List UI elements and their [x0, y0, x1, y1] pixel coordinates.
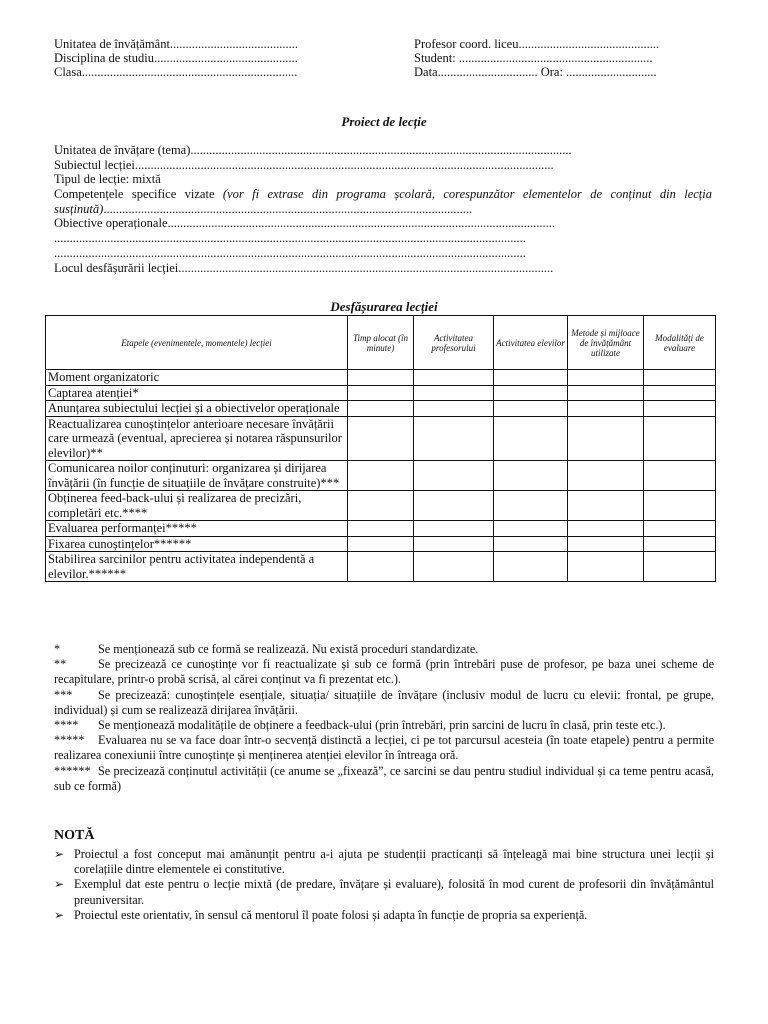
- stage-cell: Evaluarea performanței*****: [46, 521, 348, 537]
- empty-cell[interactable]: [348, 461, 414, 491]
- header-school-unit: Unitatea de învățământ.........................................: [54, 37, 299, 51]
- empty-cell[interactable]: [644, 491, 716, 521]
- empty-cell[interactable]: [348, 370, 414, 386]
- empty-cell[interactable]: [414, 370, 494, 386]
- header-methods: Metode și mijloace de învățământ utilizate: [568, 316, 644, 370]
- footnote-mark: ****: [54, 718, 79, 733]
- stage-cell: Captarea atenției*: [46, 385, 348, 401]
- empty-cell[interactable]: [644, 461, 716, 491]
- note-title: NOTĂ: [54, 828, 95, 843]
- empty-cell[interactable]: [494, 416, 568, 461]
- header-student: Student: ..............................................................: [414, 51, 653, 65]
- empty-cell[interactable]: [644, 536, 716, 552]
- arrow-bullet-icon: ➢: [54, 907, 65, 922]
- header-student-activity: Activitatea elevilor: [494, 316, 568, 370]
- empty-cell[interactable]: [568, 401, 644, 417]
- stage-cell: Reactualizarea cunoștințelor anterioare necesare învățării care urmează (eventual, aprecierea și notarea răspunsurilor elevilor)**: [46, 416, 348, 461]
- table-title: Desfășurarea lecției: [330, 299, 438, 314]
- empty-cell[interactable]: [348, 416, 414, 461]
- table-header-row: [46, 316, 716, 370]
- empty-cell[interactable]: [414, 536, 494, 552]
- footnote: [54, 764, 714, 794]
- header-left-column: [54, 37, 298, 79]
- empty-cell[interactable]: [348, 401, 414, 417]
- table-row: [46, 385, 716, 401]
- footnote-mark: *****: [54, 733, 85, 748]
- empty-cell[interactable]: [568, 370, 644, 386]
- field-dots-line-1: .......................................................................................................................................................: [54, 231, 526, 246]
- empty-cell[interactable]: [644, 401, 716, 417]
- field-lesson-subject: Subiectul lecției......................................................................................................................................: [54, 157, 554, 172]
- empty-cell[interactable]: [414, 461, 494, 491]
- empty-cell[interactable]: [568, 552, 644, 582]
- empty-cell[interactable]: [348, 536, 414, 552]
- footnote-mark: ******: [54, 763, 91, 778]
- header-class: Clasa.....................................................................: [54, 65, 298, 79]
- stage-cell: Comunicarea noilor conținuturi: organizarea și dirijarea învățării (în funcție de situațiile de învățare construite)***: [46, 461, 348, 491]
- empty-cell[interactable]: [494, 370, 568, 386]
- arrow-bullet-icon: ➢: [54, 877, 65, 892]
- empty-cell[interactable]: [494, 536, 568, 552]
- empty-cell[interactable]: [494, 521, 568, 537]
- lesson-fields: [54, 143, 712, 275]
- table-row: [46, 416, 716, 461]
- empty-cell[interactable]: [568, 521, 644, 537]
- empty-cell[interactable]: [644, 370, 716, 386]
- empty-cell[interactable]: [348, 521, 414, 537]
- footnote: [54, 688, 714, 718]
- footnote: [54, 642, 714, 657]
- note-section: [54, 828, 714, 923]
- footnote: [54, 657, 714, 687]
- note-item: [54, 877, 714, 907]
- header-date-time: Data................................ Ora: .............................: [414, 65, 657, 79]
- header-right-column: [414, 37, 659, 79]
- empty-cell[interactable]: [568, 416, 644, 461]
- footnote-mark: **: [54, 657, 67, 672]
- footnote: [54, 718, 714, 733]
- footnotes: [54, 642, 714, 794]
- empty-cell[interactable]: [494, 401, 568, 417]
- competences-dots: ......................................................................................................................: [103, 201, 473, 216]
- empty-cell[interactable]: [568, 385, 644, 401]
- empty-cell[interactable]: [494, 385, 568, 401]
- empty-cell[interactable]: [348, 491, 414, 521]
- footnote-text: Se precizează: cunoștințele esențiale, situația/ situațiile de învățare (inclusiv modul de lucru cu elevii: frontal, pe grupe, individual) și cum se realizează dirijarea învățării.: [54, 687, 714, 717]
- empty-cell[interactable]: [348, 552, 414, 582]
- stage-cell: Obținerea feed-back-ului și realizarea de precizări, completări etc.****: [46, 491, 348, 521]
- header-evaluation: Modalități de evaluare: [644, 316, 716, 370]
- competences-note: (vor fi extrase din programa școlară, corespunzător elementelor de conținut din lecția susținută): [54, 187, 712, 216]
- lesson-table: [45, 315, 716, 582]
- table-row: [46, 401, 716, 417]
- header-stages: Etapele (evenimentele, momentele) lecției: [46, 316, 348, 370]
- empty-cell[interactable]: [414, 416, 494, 461]
- footnote-mark: *: [54, 642, 61, 656]
- empty-cell[interactable]: [568, 461, 644, 491]
- note-text: Exemplul dat este pentru o lecție mixtă (de predare, învățare și evaluare), folosită în mod curent de profesorii din învățământul preuniversitar.: [74, 877, 714, 907]
- stage-cell: Fixarea cunoștințelor******: [46, 536, 348, 552]
- header-coordinator: Profesor coord. liceu.............................................: [414, 37, 660, 51]
- competences-label: Competențele specifice vizate: [54, 187, 223, 202]
- field-lesson-type: Tipul de lecție: mixtă: [54, 172, 161, 187]
- footnote: [54, 733, 714, 763]
- stage-cell: Moment organizatoric: [46, 370, 348, 386]
- empty-cell[interactable]: [414, 401, 494, 417]
- empty-cell[interactable]: [414, 491, 494, 521]
- table-row: [46, 491, 716, 521]
- document-title: Proiect de lecție: [341, 114, 427, 129]
- footnote-text: Evaluarea nu se va face doar într-o secvență distinctă a lecției, ci pe tot parcursul acesteia (în toate etapele) pentru a permite realizarea conexiunii între cunoștințe și menținerea atenției elevilor în întreaga oră.: [54, 733, 714, 763]
- footnote-text: Se menționează modalitățile de obținere a feedback-ului (prin întrebări, prin sarcini de lucru în clasă, prin teste etc.).: [98, 718, 666, 733]
- note-item: [54, 847, 714, 877]
- table-row: [46, 370, 716, 386]
- field-objectives: Obiective operaționale............................................................................................................................: [54, 216, 555, 231]
- footnote-text: Se menționează sub ce formă se realizează. Nu există proceduri standardizate.: [98, 642, 479, 656]
- footnote-mark: ***: [54, 687, 73, 702]
- stage-cell: Stabilirea sarcinilor pentru activitatea independentă a elevilor.******: [46, 552, 348, 582]
- header-subject: Disciplina de studiu..............................................: [54, 51, 298, 65]
- empty-cell[interactable]: [644, 385, 716, 401]
- arrow-bullet-icon: ➢: [54, 847, 65, 861]
- empty-cell[interactable]: [644, 521, 716, 537]
- empty-cell[interactable]: [414, 552, 494, 582]
- header-time: Timp alocat (în minute): [348, 316, 414, 370]
- footnote-text: Se precizează conținutul activității (ce anume se „fixează”, ce sarcini se dau pentru studiul individual și ca teme pentru acasă, sub ce formă): [54, 763, 714, 793]
- table-row: [46, 552, 716, 582]
- stage-cell: Anunțarea subiectului lecției și a obiectivelor operaționale: [46, 401, 348, 417]
- empty-cell[interactable]: [568, 536, 644, 552]
- empty-cell[interactable]: [644, 416, 716, 461]
- field-competences: [54, 187, 712, 216]
- empty-cell[interactable]: [494, 552, 568, 582]
- note-text: Proiectul a fost conceput mai amănunțit pentru a-i ajuta pe studenții practicanți să înțeleagă mai bine structura unei lecții și corelațiile dintre elementele ei constitutive.: [74, 847, 714, 877]
- empty-cell[interactable]: [414, 521, 494, 537]
- table-row: [46, 461, 716, 491]
- empty-cell[interactable]: [414, 385, 494, 401]
- field-learning-unit: Unitatea de învățare (tema)..........................................................................................................................: [54, 143, 572, 157]
- note-text: Proiectul este orientativ, în sensul că mentorul îl poate folosi și adapta în funcție de propria sa experiență.: [74, 907, 588, 922]
- footnote-text: Se precizează ce cunoștințe vor fi reactualizate și sub ce formă (prin întrebări puse de profesor, pe baza unei scheme de recapitulare, printr-o probă scrisă, al cărei conținut va fi prezentat etc.).: [54, 657, 714, 687]
- empty-cell[interactable]: [494, 491, 568, 521]
- empty-cell[interactable]: [568, 491, 644, 521]
- header-teacher-activity: Activitatea profesorului: [414, 316, 494, 370]
- empty-cell[interactable]: [494, 461, 568, 491]
- field-lesson-location: Locul desfășurării lecției........................................................................................................................: [54, 260, 554, 275]
- table-row: [46, 536, 716, 552]
- field-dots-line-2: .......................................................................................................................................................: [54, 245, 526, 260]
- note-item: [54, 908, 714, 923]
- table-row: [46, 521, 716, 537]
- empty-cell[interactable]: [644, 552, 716, 582]
- empty-cell[interactable]: [348, 385, 414, 401]
